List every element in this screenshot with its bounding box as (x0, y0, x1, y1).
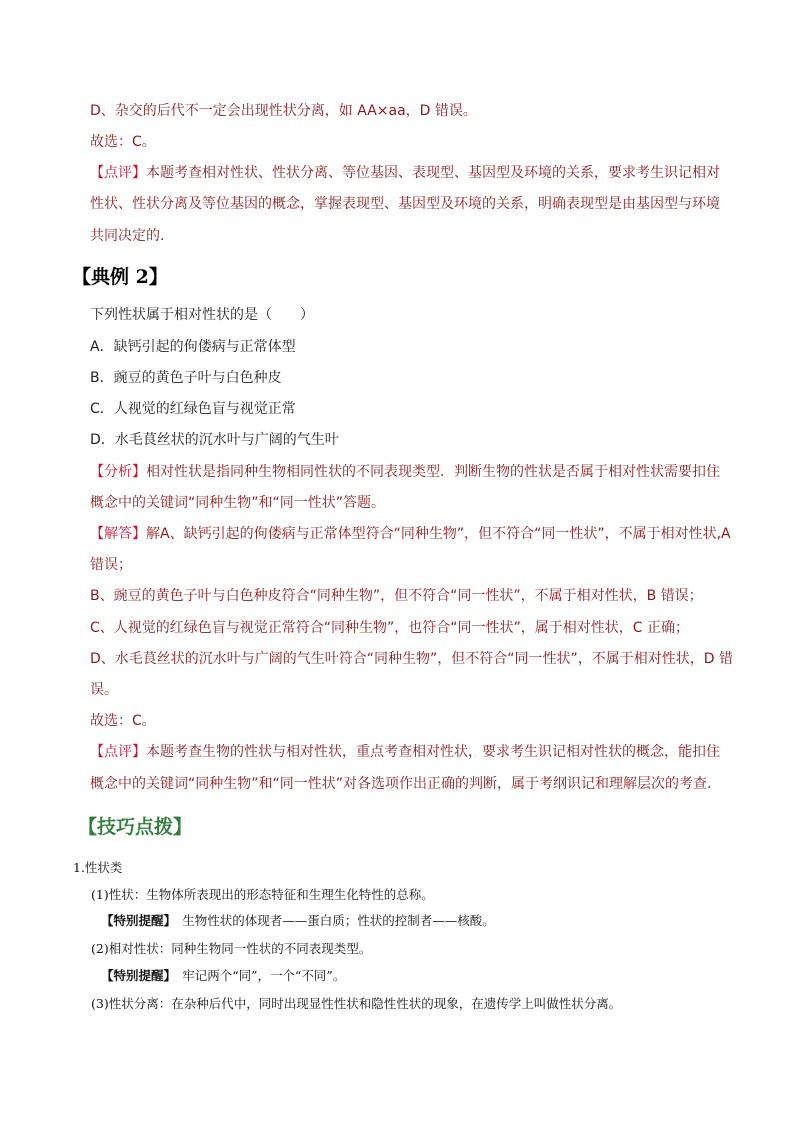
comment2-tag: 【点评】 (90, 744, 146, 760)
tips-title: 1.性状类 (73, 860, 123, 875)
answer-line-3: B、豌豆的黄色子叶与白色种皮符合“同种生物”，但不符合“同一性状”，不属于相对性状，B 错误； (90, 588, 703, 604)
reminder-tag-2: 【特别提醒】 (101, 968, 170, 983)
option-d: D．水毛茛丝状的沉水叶与广阔的气生叶 (90, 432, 339, 448)
answer-line-5: D、水毛茛丝状的沉水叶与广阔的气生叶符合“同种生物”，但不符合“同一性状”，不属于相对性状，D 错 (90, 651, 734, 667)
answer-line-4: C、人视觉的红绿色盲与视觉正常符合“同种生物”，也符合“同一性状”，属于相对性状，C 正确； (90, 620, 690, 636)
tips-item-2: (2)相对性状：同种生物同一性状的不同表现类型。 (91, 941, 372, 956)
tips-heading: 【技巧点拨】 (78, 816, 193, 838)
comment-text: 本题考查相对性状、性状分离、等位基因、表现型、基因型及环境的关系，要求考生识记相对 (146, 165, 720, 181)
reminder-text-1: 生物性状的体现者——蛋白质；性状的控制者——核酸。 (169, 913, 495, 928)
comment2-line-2: 概念中的关键词“同种生物”和“同一性状”对各选项作出正确的判断，属于考纲识记和理解层次的考查. (90, 776, 712, 792)
comment-line-1 (90, 163, 730, 183)
option-c: C．人视觉的红绿色盲与视觉正常 (90, 401, 296, 417)
answer-tag: 【解答】 (90, 526, 146, 542)
answer-choice-2: 故选：C。 (90, 713, 156, 729)
answer-choice: 故选：C。 (90, 134, 156, 150)
tips-reminder-1 (101, 912, 495, 930)
comment-line-3: 共同决定的. (90, 228, 165, 244)
analysis-text: 相对性状是指同种生物相同性状的不同表现类型．判断生物的性状是否属于相对性状需要扣住 (146, 464, 720, 480)
tips-item-3: (3)性状分离：在杂种后代中，同时出现显性性状和隐性性状的现象，在遗传学上叫做性状分离。 (91, 996, 622, 1011)
comment-tag: 【点评】 (90, 165, 146, 181)
analysis-line-2: 概念中的关键词“同种生物”和“同一性状”答题。 (90, 495, 386, 511)
comment2-text: 本题考查生物的性状与相对性状，重点考查相对性状，要求考生识记相对性状的概念，能扣住 (146, 744, 720, 760)
question-text: 下列性状属于相对性状的是（ ） (90, 307, 314, 323)
comment-line-2: 性状、性状分离及等位基因的概念，掌握表现型、基因型及环境的关系，明确表现型是由基因型与环境 (90, 196, 720, 212)
answer-text: 解A、缺钙引起的佝偻病与正常体型符合“同种生物”，但不符合“同一性状”，不属于相对性状,A (146, 526, 731, 542)
answer-line-1 (90, 524, 730, 544)
option-a: A．缺钙引起的佝偻病与正常体型 (90, 339, 296, 355)
option-d-conclusion: D、杂交的后代不一定会出现性状分离，如 AA×aa，D 错误。 (90, 103, 477, 119)
analysis-line-1 (90, 462, 730, 482)
comment2-line-1 (90, 742, 730, 762)
option-b: B．豌豆的黄色子叶与白色种皮 (90, 370, 282, 386)
answer-line-2: 错误； (90, 557, 132, 573)
tips-reminder-2 (101, 967, 345, 985)
tips-item-1: (1)性状：生物体所表现出的形态特征和生理生化特性的总称。 (91, 887, 434, 902)
example-2-heading: 【典例 2】 (72, 266, 168, 288)
reminder-tag-1: 【特别提醒】 (101, 913, 170, 928)
answer-line-6: 误。 (90, 682, 118, 698)
reminder-text-2: 牢记两个“同”，一个“不同”。 (169, 968, 346, 983)
analysis-tag: 【分析】 (90, 464, 146, 480)
